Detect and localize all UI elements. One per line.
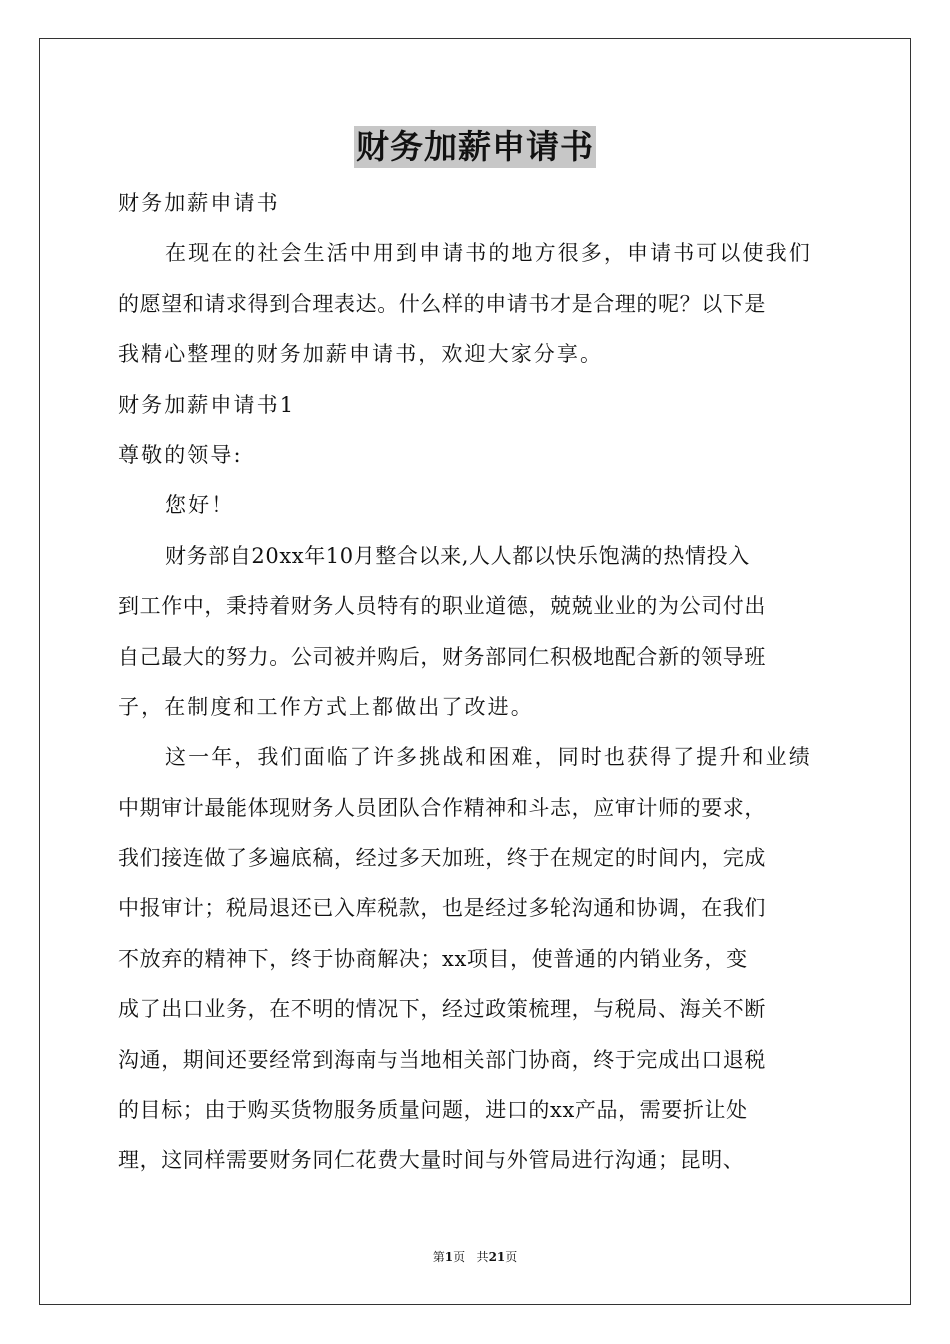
page-number: 1 [444,1250,454,1264]
text-line: 成了出口业务，在不明的情况下，经过政策梳理，与税局、海关不断 [118,997,766,1022]
document-body [118,178,834,1186]
text-line: 中报审计；税局退还已入库税款，也是经过多轮沟通和协调，在我们 [118,896,766,921]
text-line: 理，这同样需要财务同仁花费大量时间与外管局进行沟通；昆明、 [118,1148,745,1173]
text-line: 您好！ [165,493,235,518]
total-prefix: 共 [476,1250,489,1264]
document-title: 财务加薪申请书 [356,127,594,166]
text-line: 不放弃的精神下，终于协商解决；xx项目，使普通的内销业务，变 [118,946,748,971]
total-pages: 21 [488,1250,506,1264]
text-line: 财务部自20xx年10月整合以来,人人都以快乐饱满的热情投入 [165,543,750,568]
text-line: 在现在的社会生活中用到申请书的地方很多，申请书可以使我们 [165,241,812,266]
title-wrap [0,126,950,168]
total-suffix: 页 [505,1250,518,1264]
text-line: 我精心整理的财务加薪申请书，欢迎大家分享。 [118,342,604,367]
text-line: 财务加薪申请书 [118,191,280,215]
text-line: 我们接连做了多遍底稿，经过多天加班，终于在规定的时间内，完成 [118,846,766,871]
page-footer [0,1248,950,1265]
text-line: 中期审计最能体现财务人员团队合作精神和斗志，应审计师的要求， [118,795,766,820]
text-line: 的愿望和请求得到合理表达。什么样的申请书才是合理的呢？以下是 [118,291,766,316]
page-suffix: 页 [453,1250,466,1264]
text-line: 财务加薪申请书1 [118,392,296,417]
text-line: 到工作中，秉持着财务人员特有的职业道德，兢兢业业的为公司付出 [118,594,766,619]
text-line: 自己最大的努力。公司被并购后，财务部同仁积极地配合新的领导班 [118,644,766,669]
text-line: 沟通，期间还要经常到海南与当地相关部门协商，终于完成出口退税 [118,1047,766,1072]
text-line: 子，在制度和工作方式上都做出了改进。 [118,694,534,719]
text-line: 尊敬的领导: [118,442,243,467]
page-prefix: 第 [432,1250,445,1264]
text-line: 这一年，我们面临了许多挑战和困难，同时也获得了提升和业绩 [165,745,812,770]
text-line: 的目标；由于购买货物服务质量问题，进口的xx产品，需要折让处 [118,1098,748,1123]
